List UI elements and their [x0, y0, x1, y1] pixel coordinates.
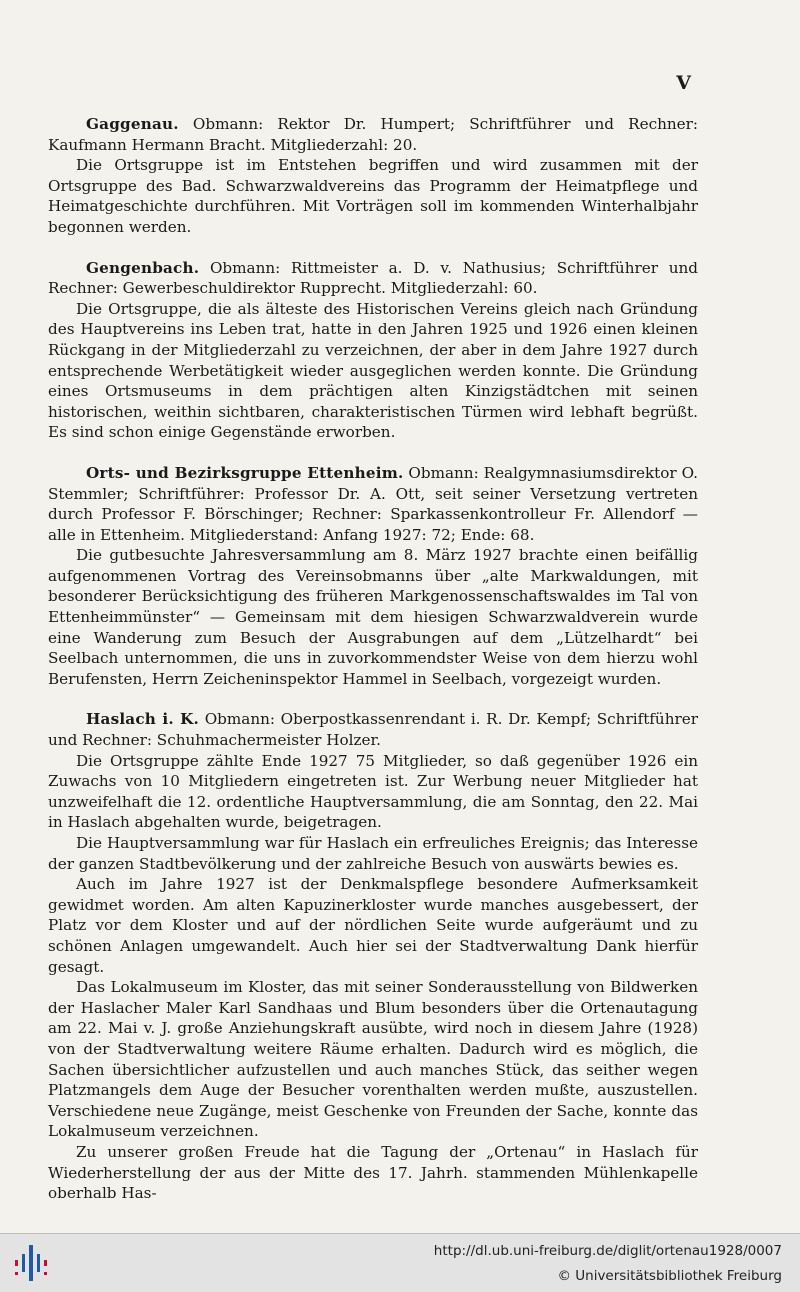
section-ettenheim: [48, 463, 698, 690]
section-paragraph: Die Ortsgruppe ist im Entstehen begriffen und wird zusammen mit der Ortsgruppe des Bad. Schwarzwaldvereins das Programm der Heimatpflege und Heimatgeschichte durchführen. Mit Vorträgen soll im kommenden Winterhalbjahr begonnen werden.: [48, 156, 698, 236]
section-paragraph: Die Ortsgruppe, die als älteste des Historischen Vereins gleich nach Gründung des Hauptvereins ins Leben trat, hatte in den Jahren 1925 und 1926 einen kleinen Rückgang in der Mitgliederzahl zu verzeichnen, der aber in dem Jahre 1927 durch entsprechende Werbetätigkeit wieder ausgeglichen werden konnte. Die Gründung eines Ortsmuseums in dem prächtigen alten Kinzigstädtchen mit seinen historischen, weithin sichtbaren, charakteristischen Türmen wird lebhaft begrüßt. Es sind schon einige Gegenstände erworben.: [48, 299, 698, 442]
section-paragraph: Das Lokalmuseum im Kloster, das mit seiner Sonderausstellung von Bildwerken der Haslacher Maler Karl Sandhaas und Blum besonders über die Ortenautagung am 22. Mai v. J. große Anziehungskraft ausübte, wird noch in diesem Jahre (1928) von der Stadtverwaltung weitere Räume erhalten. Dadurch wird es möglich, die Sachen übersichtlicher aufzustellen und auch manches Stück, das seither wegen Platzmangels dem Auge der Besucher vorenthalten werden mußte, auszustellen. Verschiedene neue Zugänge, meist Geschenke von Freunden der Sache, konnte das Lokalmuseum verzeichnen.: [48, 978, 698, 1141]
section-paragraph: Die Hauptversammlung war für Haslach ein erfreuliches Ereignis; das Interesse der ganzen Stadtbevölkerung und der zahlreiche Besuch von auswärts bewies es.: [48, 834, 698, 873]
section-paragraph: [48, 709, 698, 750]
paragraph-text: Obmann: Rektor Dr. Humpert; Schriftführer und Rechner: Kaufmann Hermann Bracht. Mitgliederzahl: 20.: [48, 115, 698, 154]
section-gengenbach: [48, 258, 698, 443]
section-paragraph: [48, 463, 698, 545]
section-gaggenau: [48, 114, 698, 238]
section-heading: Gaggenau.: [86, 115, 179, 133]
page-content: [48, 114, 698, 1224]
section-haslach: [48, 709, 698, 1203]
section-paragraph: [48, 114, 698, 155]
copyright-notice: © Universitätsbibliothek Freiburg: [557, 1268, 782, 1284]
paragraph-text: Obmann: Rittmeister a. D. v. Nathusius; Schriftführer und Rechner: Gewerbeschuldirektor Rupprecht. Mitgliederzahl: 60.: [48, 258, 698, 298]
section-heading: Orts- und Bezirksgruppe Ettenheim.: [86, 463, 404, 482]
document-url-link[interactable]: http://dl.ub.uni-freiburg.de/diglit/ortenau1928/0007: [433, 1243, 782, 1259]
section-paragraph: Auch im Jahre 1927 ist der Denkmalspflege besondere Aufmerksamkeit gewidmet worden. Am alten Kapuzinerkloster wurde manches ausgebessert, der Platz vor dem Kloster und auf der nördlichen Seite wurde aufgeräumt und zu schönen Anlagen umgewandelt. Auch hier sei der Stadtverwaltung Dank hierfür gesagt.: [48, 875, 698, 976]
paragraph-text: Obmann: Realgymnasiumsdirektor O. Stemmler; Schriftführer: Professor Dr. A. Ott, seit seiner Versetzung vertreten durch Professor F. Börschinger; Rechner: Sparkassenkontrolleur Fr. Allendorf — alle in Ettenheim. Mitgliederstand: Anfang 1927: 72; Ende: 68.: [48, 463, 698, 544]
section-heading: Gengenbach.: [86, 258, 200, 277]
paragraph-text: Obmann: Oberpostkassenrendant i. R. Dr. Kempf; Schriftführer und Rechner: Schuhmachermeister Holzer.: [48, 710, 699, 750]
ub-freiburg-logo-icon: [12, 1242, 50, 1284]
section-paragraph: Die Ortsgruppe zählte Ende 1927 75 Mitglieder, so daß gegenüber 1926 ein Zuwachs von 10 Mitgliedern eingetreten ist. Zur Werbung neuer Mitglieder hat unzweifelhaft die 12. ordentliche Hauptversammlung, die am Sonntag, den 22. Mai in Haslach abgehalten wurde, beigetragen.: [48, 751, 698, 832]
section-heading: Haslach i. K.: [86, 710, 200, 729]
section-paragraph: Die gutbesuchte Jahresversammlung am 8. März 1927 brachte einen beifällig aufgenommenen Vortrag des Vereinsobmanns über „alte Markwaldungen, mit besonderer Berücksichtigung des früheren Markgenossenschaftswaldes im Tal von Ettenheimmünster“ — Gemeinsam mit dem hiesigen Schwarzwaldverein wurde eine Wanderung zum Besuch der Ausgrabungen auf dem „Lützelhardt“ bei Seelbach unternommen, die uns in zuvorkommendster Weise von dem hierzu wohl Berufensten, Herrn Zeicheninspektor Hammel in Seelbach, vorgezeigt wurden.: [48, 546, 698, 688]
viewer-footer: [0, 1233, 800, 1292]
section-paragraph: Zu unserer großen Freude hat die Tagung der „Ortenau“ in Haslach für Wiederherstellung der aus der Mitte des 17. Jahrh. stammenden Mühlenkapelle oberhalb Has-: [48, 1142, 698, 1203]
section-paragraph: [48, 258, 698, 299]
page-number: V: [676, 72, 692, 94]
